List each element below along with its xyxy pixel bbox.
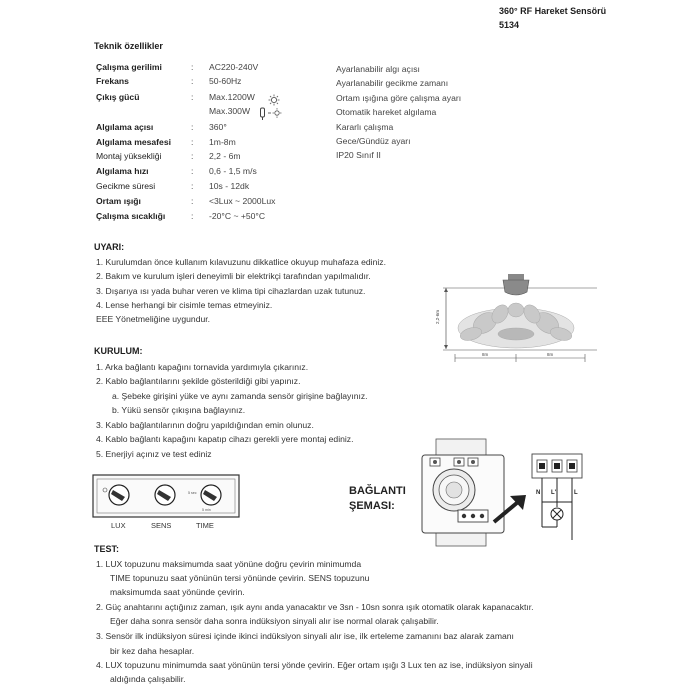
test-line: TIME topunuzu saat yönünün tersi yönünde çevirin. SENS topuzunu [110,573,370,583]
time-min-scale: 5 sec [188,491,197,495]
spec-value: <3Lux ~ 2000Lux [209,196,276,206]
install-step: 1. Arka bağlantı kapağını tornavida yardımıyla çıkarınız. [96,362,309,372]
test-line: bir kez daha hesaplar. [110,646,195,656]
warning-item: 4. Lense herhangi bir cisimle temas etmeyiniz. [96,299,273,310]
test-line: 2. Güç anahtarını açtığınız zaman, ışık aynı anda yanacaktır ve 3sn - 10sn sonra ışık otomatik olarak kapanacaktır. [96,602,534,612]
install-step: a. Şebeke girişini yüke ve aynı zamanda sensör girişine bağlayınız. [112,391,368,401]
feature-item: Ayarlanabilir algı açısı [336,64,420,74]
time-knob[interactable] [201,485,221,505]
terminal-l-out: L' [551,490,557,496]
height-label: 2,2-6m [435,309,440,324]
spec-label: Algılama mesafesi [96,137,171,147]
spec-separator: : [191,92,194,102]
feature-item: Otomatik hareket algılama [336,107,437,118]
warning-item: 1. Kurulumdan önce kullanım kılavuzunu dikkatlice okuyup muhafaza ediniz. [96,257,386,267]
spec-separator: : [191,62,194,72]
arrow-icon [490,492,530,531]
spec-value: Max.1200W [209,92,255,102]
install-step: 2. Kablo bağlantılarını şekilde gösterildiği gibi yapınız. [96,376,301,386]
product-title: 360° RF Hareket Sensörü [499,6,607,16]
spec-separator: : [191,76,194,86]
feature-item: Ortam ışığına göre çalışma ayarı [336,92,462,103]
time-knob-label: TIME [196,521,214,530]
spec-value: 0,6 - 1,5 m/s [209,166,257,176]
wiring-detail [528,452,590,549]
spec-label: Çıkış gücü [96,92,140,102]
spec-label: Algılama hızı [96,166,149,176]
product-code: 5134 [499,20,520,30]
specs-heading: Teknik özellikler [94,41,163,51]
warning-item: EEE Yönetmeliğine uygundur. [96,314,211,325]
spec-value: Max.300W [209,106,251,116]
test-line: Eğer daha sonra sensör daha sonra indüksiyon sinyali alır ise normal olarak çalışabilir. [110,616,439,626]
spec-label: Ortam ışığı [96,196,141,206]
feature-item: IP20 Sınıf II [336,150,381,161]
spec-value: 2,2 - 6m [209,151,241,161]
spec-value: AC220-240V [209,62,259,72]
lux-knob-label: LUX [111,521,126,530]
test-line: 3. Sensör ilk indüksiyon süresi içinde ikinci indüksiyon sinyali alır ise, ilk erteleme zamanını baz alarak zamanı [96,631,514,641]
sens-knob-label: SENS [151,521,172,530]
connection-title-line2: ŞEMASI: [349,500,395,512]
install-step: 5. Enerjiyi açınız ve test ediniz [96,449,212,459]
spec-value: 360° [209,122,227,132]
test-heading: TEST: [94,544,120,554]
install-step: 3. Kablo bağlantılarının doğru yapıldığından emin olunuz. [96,420,314,430]
install-step: b. Yükü sensör çıkışına bağlayınız. [112,405,246,415]
warning-item: 3. Dışarıya ısı yada buhar veren ve klima tipi cihazlardan uzak tutunuz. [96,285,366,296]
test-line: aldığında çalışabilir. [110,674,186,684]
spec-separator: : [191,137,194,147]
spec-separator: : [191,151,194,161]
test-line: maksimumda saat yönünde çevirin. [110,587,245,597]
spec-separator: : [191,181,194,191]
spec-value: -20°C ~ +50°C [209,211,266,221]
test-line: 1. LUX topuzunu maksimumda saat yönüne doğru çevirin minimumda [96,559,362,569]
spec-separator: : [191,166,194,176]
detection-range-diagram [435,268,600,383]
spec-separator: : [191,211,194,221]
spec-label: Montaj yüksekliği [96,151,162,161]
spec-separator: : [191,122,194,132]
spec-value: 50-60Hz [209,76,242,86]
right-range-label: 8m [547,352,554,357]
warning-item: 2. Bakım ve kurulum işleri deneyimli bir elektrikçi tarafından yapılmalıdır. [96,271,371,282]
left-range-label: 8m [482,352,489,357]
feature-item: Kararlı çalışma [336,121,394,132]
terminal-l: L [574,490,578,496]
install-step: 4. Kablo bağlantı kapağını kapatıp cihazı gerekli yere montaj ediniz. [96,434,354,444]
install-heading: KURULUM: [94,346,143,356]
spec-value: 1m-8m [209,137,236,147]
spec-separator: : [191,196,194,206]
spec-label: Çalışma sıcaklığı [96,211,166,221]
sens-knob[interactable] [155,485,175,505]
spec-label: Çalışma gerilimi [96,62,162,72]
connection-title-line1: BAĞLANTI [349,485,406,497]
spec-label: Frekans [96,76,129,86]
spec-label: Algılama açısı [96,122,154,132]
terminal-n: N [536,490,541,496]
fluorescent-icon [259,107,283,126]
feature-item: Gece/Gündüz ayarı [336,136,411,146]
control-knob-panel [92,474,242,525]
test-line: 4. LUX topuzunu minimumda saat yönünün tersi yönde çevirin. Eğer ortam ışığı 3 Lux ten az ise, indüksiyon sinyali [96,660,533,670]
time-max-scale: 5 min [202,508,211,512]
warnings-heading: UYARI: [94,242,125,252]
spec-value: 10s - 12dk [209,181,250,191]
spec-label: Gecikme süresi [96,181,156,191]
feature-item: Ayarlanabilir gecikme zamanı [336,78,449,89]
